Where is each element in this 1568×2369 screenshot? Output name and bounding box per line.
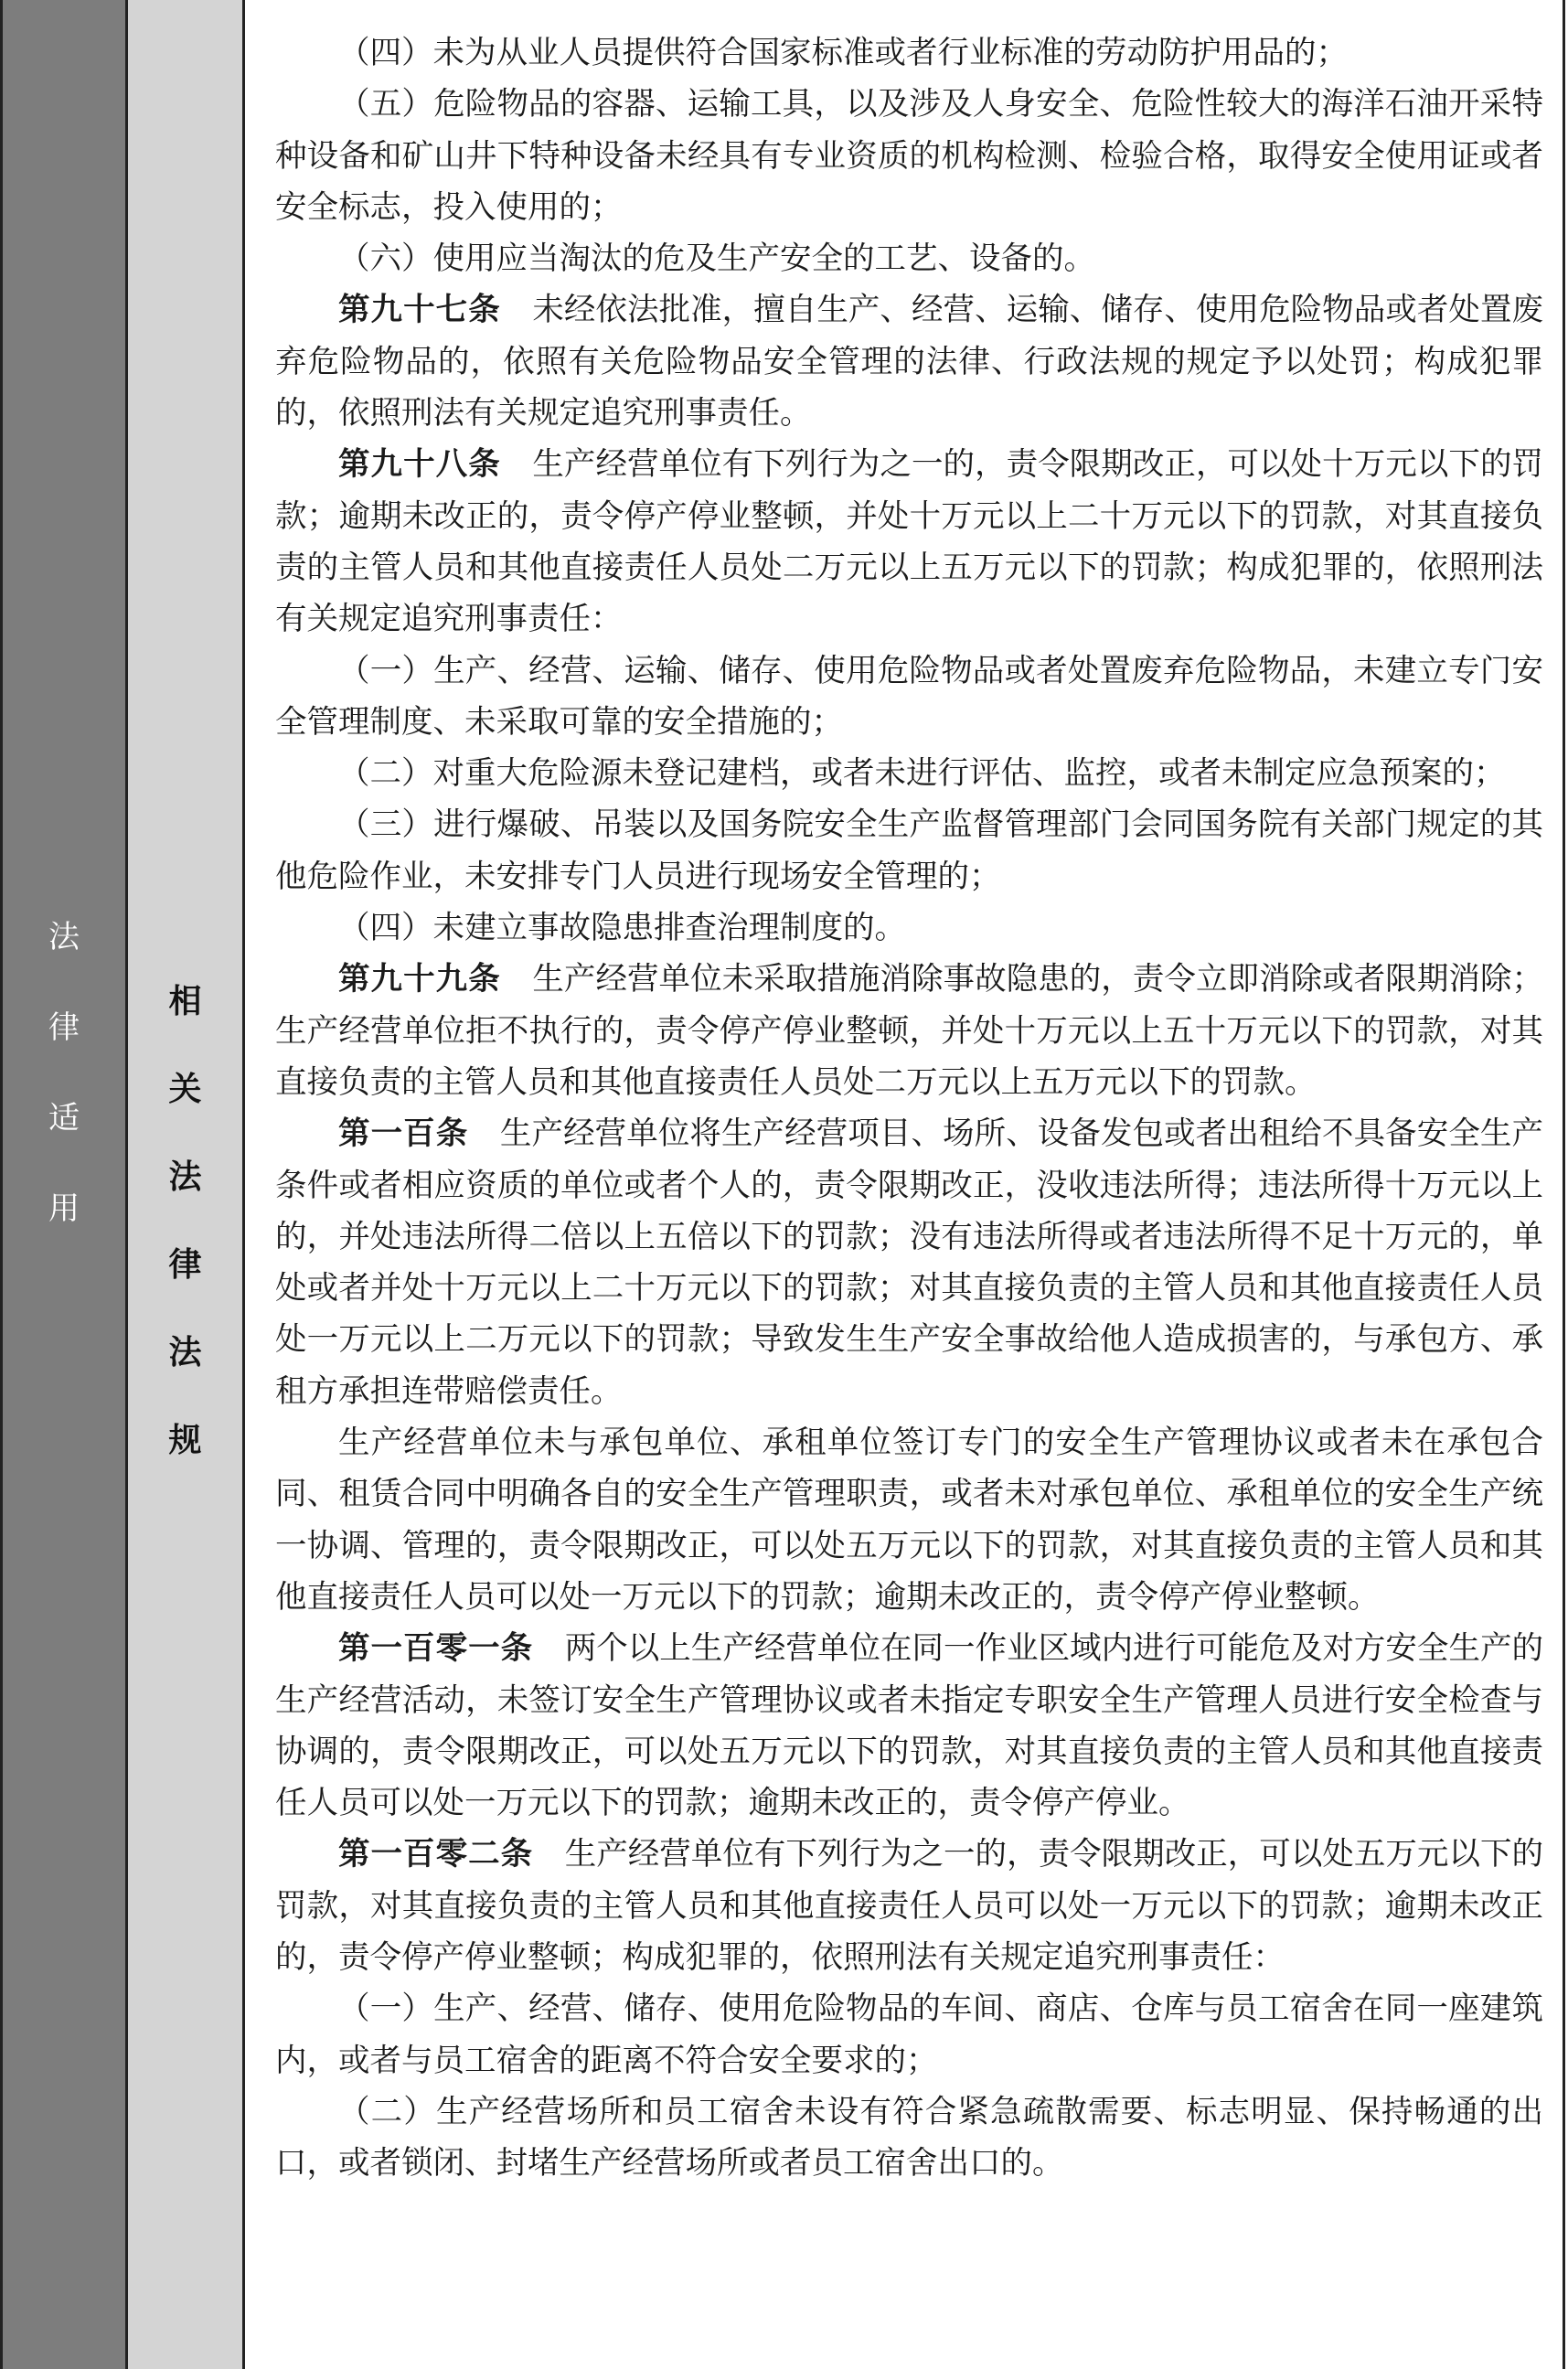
- article-heading: 第一百零一条: [338, 1630, 534, 1668]
- subcategory-char: 相: [168, 982, 202, 1020]
- paragraph: [275, 79, 1543, 233]
- paragraph-text: （二）对重大危险源未登记建档，或者未进行评估、监控，或者未制定应急预案的；: [338, 755, 1506, 793]
- paragraph-text: （二）生产经营场所和员工宿舍未设有符合紧急疏散需要、标志明显、保持畅通的出口，或者锁闭、封堵生产经营场所或者员工宿舍出口的。: [275, 2093, 1543, 2182]
- paragraph: [275, 1417, 1543, 1623]
- paragraph-text: 生产经营单位未采取措施消除事故隐患的，责令立即消除或者限期消除；生产经营单位拒不执行的，责令停产停业整顿，并处十万元以上五十万元以下的罚款，对其直接负责的主管人员和其他直接责任人员处二万元以上五万元以下的罚款。: [275, 961, 1544, 1101]
- paragraph-text: （三）进行爆破、吊装以及国务院安全生产监督管理部门会同国务院有关部门规定的其他危险作业，未安排专门人员进行现场安全管理的；: [275, 806, 1543, 895]
- paragraph-text: （一）生产、经营、储存、使用危险物品的车间、商店、仓库与员工宿舍在同一座建筑内，或者与员工宿舍的距离不符合安全要求的；: [275, 1990, 1543, 2079]
- paragraph: [275, 646, 1543, 749]
- paragraph: [275, 284, 1543, 439]
- paragraph: [275, 1108, 1543, 1417]
- paragraph: [275, 799, 1543, 902]
- paragraph-text: （一）生产、经营、运输、储存、使用危险物品或者处置废弃危险物品，未建立专门安全管理制度、未采取可靠的安全措施的；: [275, 652, 1543, 741]
- article-heading: 第九十七条: [338, 292, 501, 329]
- category-char: 法: [48, 919, 80, 955]
- category-char: 适: [48, 1100, 80, 1136]
- category-char: 律: [48, 1009, 80, 1046]
- paragraph-text: （四）未建立事故隐患排查治理制度的。: [338, 910, 906, 947]
- paragraph: [275, 902, 1543, 954]
- paragraph: [275, 27, 1543, 79]
- article-heading: 第一百零二条: [338, 1836, 534, 1873]
- subcategory-char: 律: [168, 1245, 202, 1284]
- subcategory-char: 法: [168, 1333, 202, 1371]
- subcategory-char: 法: [168, 1158, 202, 1196]
- article-heading: 第九十八条: [338, 446, 501, 484]
- paragraph-text: 生产经营单位将生产经营项目、场所、设备发包或者出租给不具备安全生产条件或者相应资质的单位或者个人的，责令限期改正，没收违法所得；违法所得十万元以上的，并处违法所得二倍以上五倍以下的罚款；没有违法所得或者违法所得不足十万元的，单处或者并处十万元以上二十万元以下的罚款；对其直接负责的主管人员和其他直接责任人员处一万元以上二万元以下的罚款；导致发生生产安全事故给他人造成损害的，与承包方、承租方承担连带赔偿责任。: [275, 1115, 1543, 1410]
- paragraph: [275, 2086, 1543, 2190]
- paragraph-text: （五）危险物品的容器、运输工具，以及涉及人身安全、危险性较大的海洋石油开采特种设备和矿山井下特种设备未经具有专业资质的机构检测、检验合格，取得安全使用证或者安全标志，投入使用的；: [275, 86, 1543, 226]
- category-label: [3, 892, 125, 1254]
- article-heading: 第一百条: [338, 1115, 469, 1153]
- subcategory-column: [128, 0, 245, 2369]
- paragraph-text: 未经依法批准，擅自生产、经营、运输、储存、使用危险物品或者处置废弃危险物品的，依照有关危险物品安全管理的法律、行政法规的规定予以处罚；构成犯罪的，依照刑法有关规定追究刑事责任。: [275, 292, 1544, 432]
- paragraph: [275, 1829, 1543, 1983]
- paragraph-text: （四）未为从业人员提供符合国家标准或者行业标准的劳动防护用品的；: [338, 35, 1348, 71]
- subcategory-char: 关: [168, 1070, 202, 1108]
- paragraph-text: 两个以上生产经营单位在同一作业区域内进行可能危及对方安全生产的生产经营活动，未签订安全生产管理协议或者未指定专职安全生产管理人员进行安全检查与协调的，责令限期改正，可以处五万元以下的罚款，对其直接负责的主管人员和其他直接责任人员可以处一万元以下的罚款；逾期未改正的，责令停产停业。: [275, 1630, 1544, 1822]
- paragraph: [275, 233, 1543, 284]
- paragraph-text: 生产经营单位有下列行为之一的，责令限期改正，可以处十万元以下的罚款；逾期未改正的，责令停产停业整顿，并处十万元以上二十万元以下的罚款，对其直接负责的主管人员和其他直接责任人员处二万元以上五万元以下的罚款；构成犯罪的，依照刑法有关规定追究刑事责任：: [275, 446, 1544, 638]
- paragraph: [275, 748, 1543, 799]
- paragraph-text: 生产经营单位未与承包单位、承租单位签订专门的安全生产管理协议或者未在承包合同、租赁合同中明确各自的安全生产管理职责，或者未对承包单位、承租单位的安全生产统一协调、管理的，责令限期改正，可以处五万元以下的罚款，对其直接负责的主管人员和其他直接责任人员可以处一万元以下的罚款；逾期未改正的，责令停产停业整顿。: [275, 1425, 1543, 1616]
- paragraph: [275, 1983, 1543, 2086]
- paragraph-text: 生产经营单位有下列行为之一的，责令限期改正，可以处五万元以下的罚款，对其直接负责的主管人员和其他直接责任人员可以处一万元以下的罚款；逾期未改正的，责令停产停业整顿；构成犯罪的，依照刑法有关规定追究刑事责任：: [275, 1836, 1544, 1976]
- article-heading: 第九十九条: [338, 961, 501, 998]
- legal-text: [245, 27, 1543, 2189]
- subcategory-char: 规: [168, 1421, 202, 1459]
- paragraph: [275, 439, 1543, 645]
- category-column: [3, 0, 128, 2369]
- paragraph-text: （六）使用应当淘汰的危及生产安全的工艺、设备的。: [338, 240, 1095, 278]
- paragraph: [275, 954, 1543, 1108]
- category-char: 用: [48, 1190, 80, 1227]
- subcategory-label: [128, 957, 242, 1484]
- paragraph: [275, 1623, 1543, 1829]
